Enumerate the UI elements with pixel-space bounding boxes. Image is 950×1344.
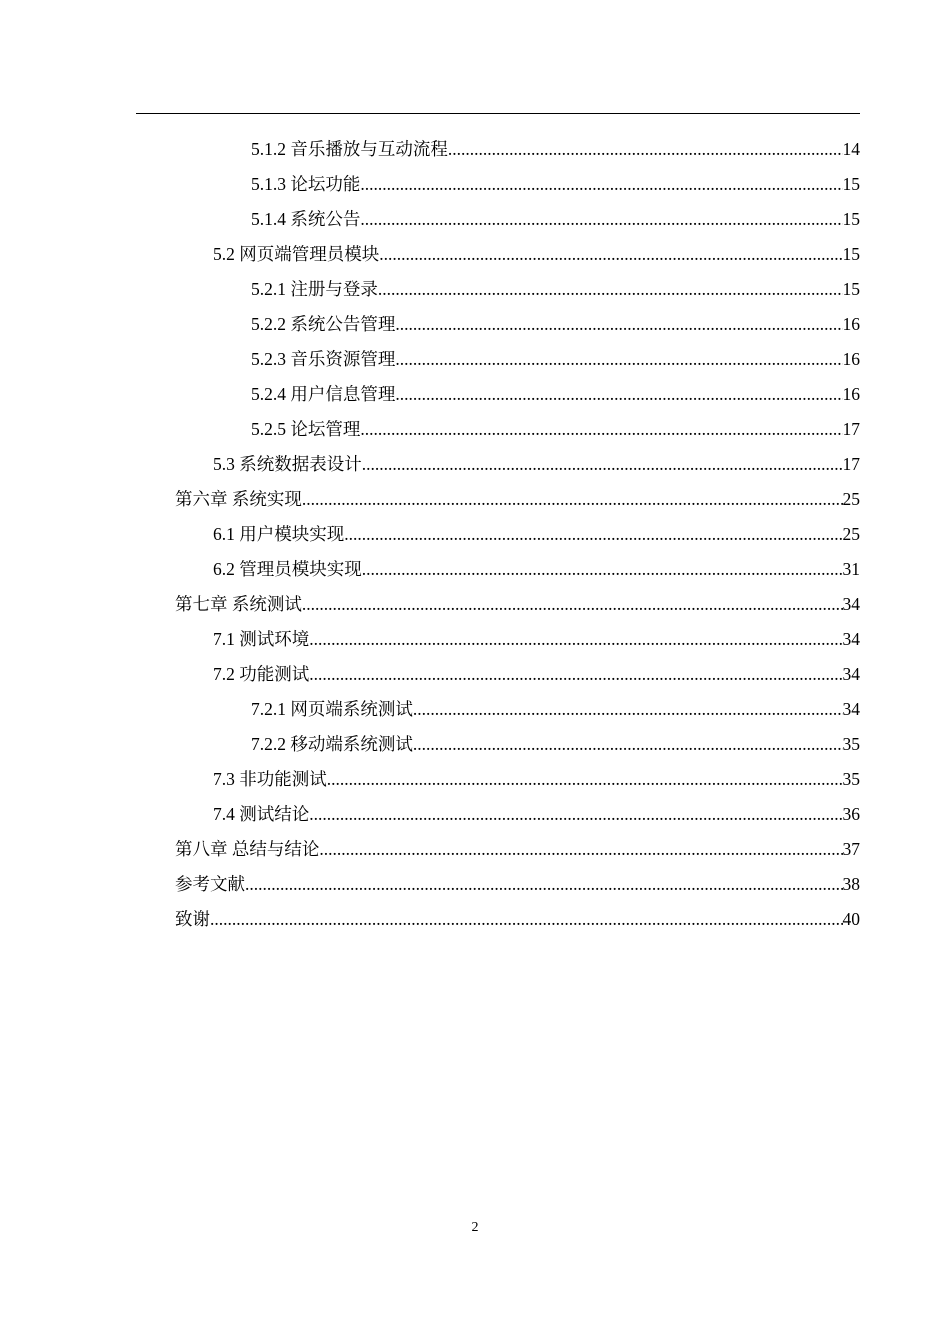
toc-entry-title: 5.1.2 音乐播放与互动流程 xyxy=(251,139,448,159)
toc-entry-title: 6.1 用户模块实现 xyxy=(213,524,345,544)
toc-entry-page: 36 xyxy=(842,804,860,824)
toc-dot-leader xyxy=(245,867,843,901)
toc-entry[interactable] xyxy=(213,762,860,796)
toc-entry-page: 16 xyxy=(842,314,860,334)
toc-entry-title: 7.4 测试结论 xyxy=(213,804,310,824)
toc-dot-leader xyxy=(360,167,842,201)
toc-entry[interactable] xyxy=(251,132,860,166)
toc-entry-page: 34 xyxy=(842,664,860,684)
toc-entry-page: 34 xyxy=(842,699,860,719)
toc-entry-title: 第七章 系统测试 xyxy=(175,594,302,614)
toc-entry-title: 5.1.3 论坛功能 xyxy=(251,174,361,194)
toc-entry-page: 37 xyxy=(842,839,860,859)
toc-entry-page: 14 xyxy=(842,139,860,159)
toc-entry[interactable] xyxy=(213,517,860,551)
toc-entry-page: 17 xyxy=(842,419,860,439)
toc-entry-title: 5.2.5 论坛管理 xyxy=(251,419,361,439)
toc-entry-page: 15 xyxy=(842,174,860,194)
toc-entry-title: 5.2.2 系统公告管理 xyxy=(251,314,396,334)
header-rule xyxy=(136,113,860,114)
toc-dot-leader xyxy=(395,307,842,341)
toc-entry-page: 34 xyxy=(842,629,860,649)
toc-entry-page: 16 xyxy=(842,384,860,404)
toc-entry[interactable] xyxy=(251,272,860,306)
toc-entry-page: 25 xyxy=(842,489,860,509)
toc-dot-leader xyxy=(448,132,843,166)
toc-entry[interactable] xyxy=(213,237,860,271)
toc-dot-leader xyxy=(302,587,843,621)
toc-dot-leader xyxy=(413,692,843,726)
toc-dot-leader xyxy=(309,797,842,831)
toc-entry[interactable] xyxy=(213,552,860,586)
toc-entry-page: 25 xyxy=(842,524,860,544)
toc-entry[interactable] xyxy=(213,797,860,831)
toc-entry-title: 第六章 系统实现 xyxy=(175,489,302,509)
toc-entry-page: 15 xyxy=(842,244,860,264)
toc-entry-title: 5.3 系统数据表设计 xyxy=(213,454,362,474)
toc-entry[interactable] xyxy=(175,587,860,621)
toc-entry-page: 16 xyxy=(842,349,860,369)
toc-entry-title: 5.2.4 用户信息管理 xyxy=(251,384,396,404)
toc-entry[interactable] xyxy=(251,202,860,236)
toc-entry-page: 34 xyxy=(842,594,860,614)
toc-entry[interactable] xyxy=(175,867,860,901)
toc-entry-page: 40 xyxy=(842,909,860,929)
toc-entry[interactable] xyxy=(213,657,860,691)
toc-entry[interactable] xyxy=(213,622,860,656)
toc-entry-title: 7.2 功能测试 xyxy=(213,664,310,684)
toc-entry[interactable] xyxy=(251,412,860,446)
toc-dot-leader xyxy=(378,272,843,306)
toc-entry[interactable] xyxy=(251,342,860,376)
page-number: 2 xyxy=(471,1220,479,1235)
toc-dot-leader xyxy=(360,412,842,446)
toc-dot-leader xyxy=(362,447,843,481)
toc-dot-leader xyxy=(302,482,843,516)
toc-entry-title: 7.2.2 移动端系统测试 xyxy=(251,734,413,754)
toc-dot-leader xyxy=(327,762,843,796)
toc-entry-title: 7.3 非功能测试 xyxy=(213,769,327,789)
toc-dot-leader xyxy=(362,552,843,586)
toc-entry[interactable] xyxy=(175,902,860,936)
toc-entry[interactable] xyxy=(213,447,860,481)
toc-entry-page: 15 xyxy=(842,279,860,299)
toc-entry-page: 17 xyxy=(842,454,860,474)
toc-entry-page: 35 xyxy=(842,769,860,789)
toc-entry-page: 38 xyxy=(842,874,860,894)
toc-dot-leader xyxy=(360,202,842,236)
toc-dot-leader xyxy=(379,237,842,271)
toc-entry[interactable] xyxy=(251,692,860,726)
toc-entry[interactable] xyxy=(251,727,860,761)
toc-entry-title: 5.2.3 音乐资源管理 xyxy=(251,349,396,369)
toc-dot-leader xyxy=(344,517,842,551)
toc-entry-title: 6.2 管理员模块实现 xyxy=(213,559,362,579)
toc-dot-leader xyxy=(395,377,842,411)
toc-entry[interactable] xyxy=(175,832,860,866)
toc-entry[interactable] xyxy=(251,307,860,341)
toc-entry-page: 35 xyxy=(842,734,860,754)
toc-entry-title: 致谢 xyxy=(175,909,210,929)
toc-entry-title: 5.1.4 系统公告 xyxy=(251,209,361,229)
toc-dot-leader xyxy=(210,902,843,936)
toc-entry-title: 7.1 测试环境 xyxy=(213,629,310,649)
toc-entry-title: 5.2 网页端管理员模块 xyxy=(213,244,380,264)
toc-dot-leader xyxy=(319,832,842,866)
toc-entry-page: 15 xyxy=(842,209,860,229)
toc-dot-leader xyxy=(395,342,842,376)
toc-entry-title: 参考文献 xyxy=(175,874,245,894)
toc-dot-leader xyxy=(413,727,843,761)
toc-entry[interactable] xyxy=(175,482,860,516)
toc-entry-title: 第八章 总结与结论 xyxy=(175,839,320,859)
toc-entry-title: 5.2.1 注册与登录 xyxy=(251,279,378,299)
toc-entry[interactable] xyxy=(251,377,860,411)
toc-entry[interactable] xyxy=(251,167,860,201)
toc-dot-leader xyxy=(309,622,842,656)
toc-entry-page: 31 xyxy=(842,559,860,579)
toc-dot-leader xyxy=(309,657,842,691)
toc-entry-title: 7.2.1 网页端系统测试 xyxy=(251,699,413,719)
